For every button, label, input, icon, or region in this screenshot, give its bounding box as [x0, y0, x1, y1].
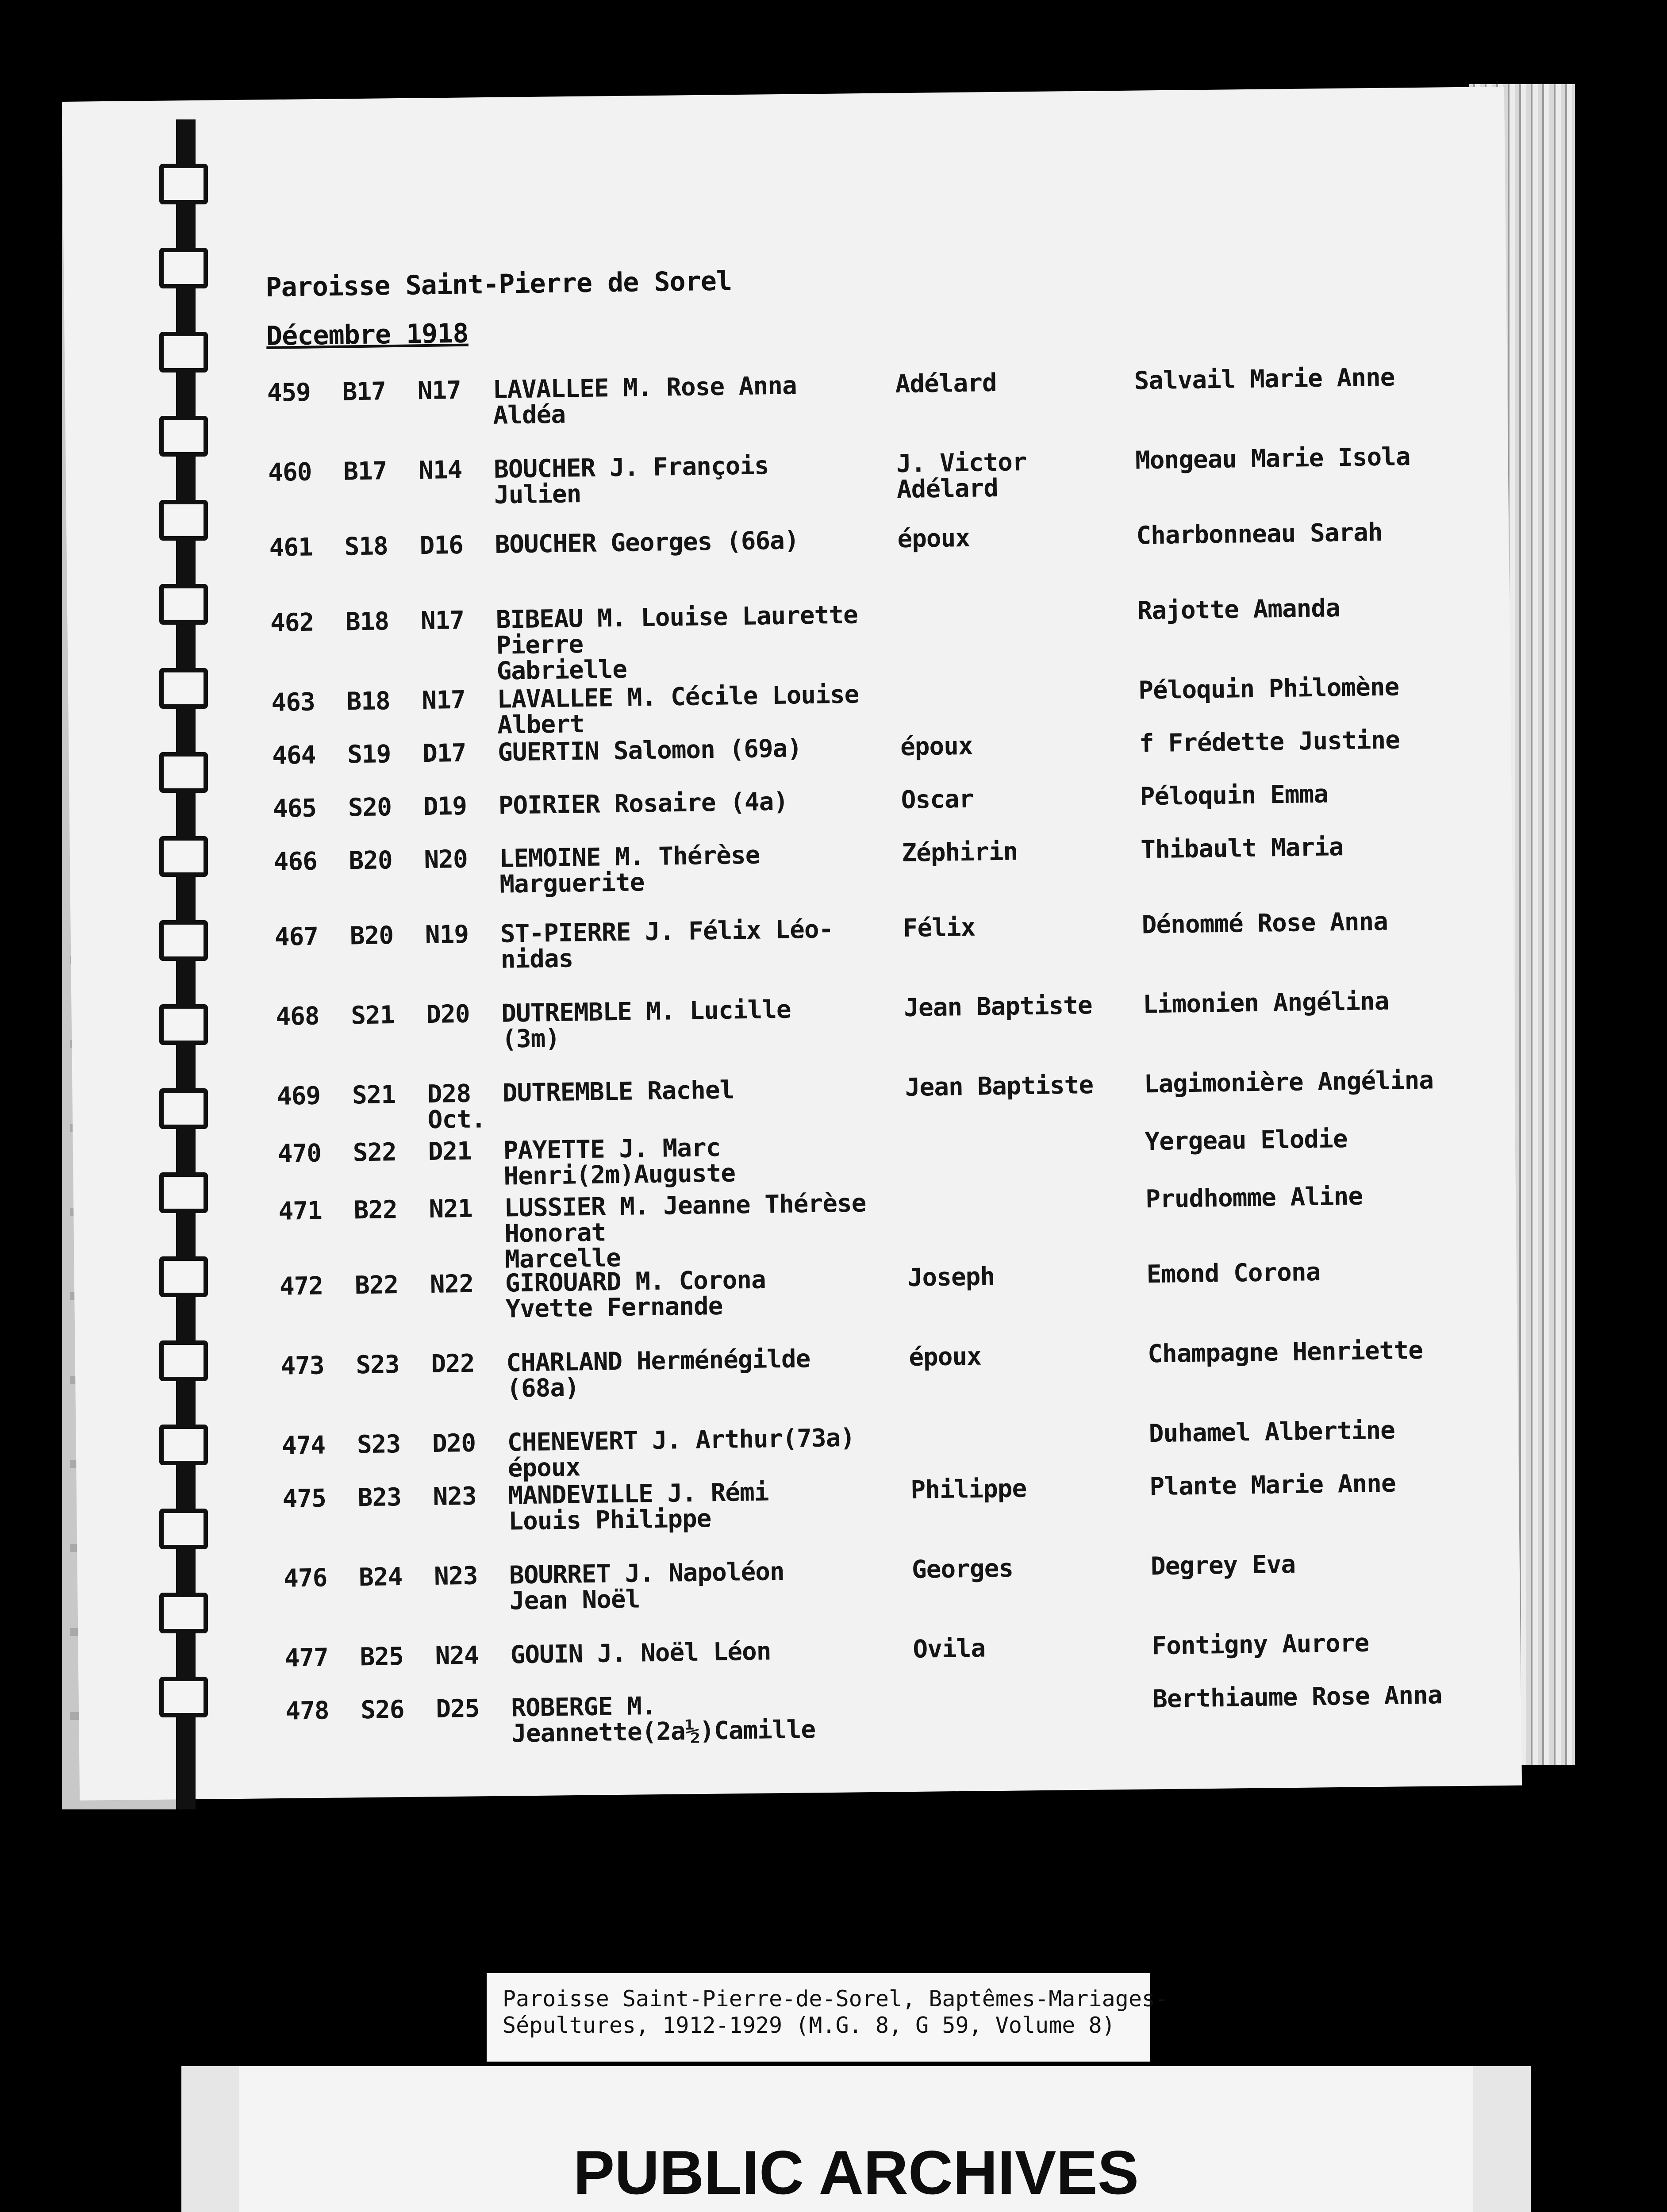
entry-mother: Lagimonière Angélina — [1144, 1066, 1434, 1099]
binding-ring — [159, 164, 208, 204]
entry-date-code: D20 — [432, 1429, 476, 1458]
entry-act-code: B22 — [354, 1271, 399, 1300]
entry-name: DUTREMBLE M. Lucille (3m) — [501, 995, 791, 1054]
entry-name: GIROUARD M. Corona Yvette Fernande — [505, 1265, 766, 1324]
binding-spine — [176, 119, 196, 1809]
binding-ring — [159, 1004, 208, 1045]
binding-ring — [159, 1256, 208, 1297]
entry-name: LEMOINE M. Thérèse Marguerite — [499, 841, 760, 899]
binding-ring — [159, 416, 208, 457]
month-title: Décembre 1918 — [266, 318, 469, 352]
binding-ring — [159, 1677, 208, 1717]
entry-name: CHARLAND Herménégilde (68a) — [506, 1344, 810, 1403]
register-entry — [274, 907, 1469, 974]
entry-father: époux — [897, 523, 970, 554]
entry-act-code: B22 — [353, 1195, 398, 1225]
archives-title-en: PUBLIC ARCHIVES — [573, 2138, 1139, 2207]
entry-father: Jean Baptiste — [903, 991, 1093, 1023]
binding-ring — [159, 1172, 208, 1213]
entry-date-code: D20 — [426, 999, 470, 1029]
entry-name: BOUCHER J. François Julien — [493, 451, 769, 510]
register-entry — [273, 780, 1467, 823]
entry-name: BIBEAU M. Louise Laurette Pierre Gabrielle — [495, 600, 858, 686]
entry-number: 469 — [277, 1081, 321, 1111]
register-content — [265, 257, 1481, 1778]
entry-act-code: S21 — [352, 1080, 396, 1110]
entry-father: Oscar — [901, 784, 974, 815]
entry-number: 472 — [279, 1271, 323, 1301]
entry-mother: Péloquin Emma — [1140, 780, 1329, 811]
entry-date-code: N17 — [417, 376, 461, 406]
entry-father: époux — [900, 731, 973, 762]
entry-date-code: N20 — [424, 845, 468, 875]
entry-number: 462 — [270, 608, 314, 637]
entry-father: Félix — [903, 913, 976, 943]
entry-date-code: N17 — [422, 685, 466, 715]
register-entry — [281, 1416, 1476, 1483]
entry-act-code: S18 — [344, 532, 388, 561]
label-line: Paroisse Saint-Pierre-de-Sorel, Baptêmes-Mariages- — [503, 1986, 1169, 2012]
entry-mother: Thibault Maria — [1140, 833, 1344, 864]
entry-date-code: D21 — [428, 1137, 472, 1167]
entry-date-code: D28 Oct. — [427, 1079, 486, 1135]
register-entry — [270, 594, 1465, 686]
entry-name: LUSSIER M. Jeanne Thérèse Honorat Marcelle — [504, 1189, 866, 1274]
parish-title: Paroisse Saint-Pierre de Sorel — [265, 265, 732, 303]
entry-mother: Mongeau Marie Isola — [1135, 442, 1411, 475]
entry-father: Philippe — [910, 1474, 1027, 1505]
entry-number: 465 — [273, 794, 317, 823]
entry-number: 476 — [283, 1563, 327, 1593]
entry-mother: Degrey Eva — [1150, 1550, 1296, 1581]
register-entry — [284, 1628, 1479, 1673]
entry-number: 474 — [281, 1431, 326, 1460]
entry-mother: Prudhomme Aline — [1145, 1182, 1363, 1214]
entry-date-code: N14 — [418, 455, 462, 485]
entry-act-code: B23 — [357, 1482, 402, 1513]
binding-ring — [159, 500, 208, 541]
entry-number: 464 — [272, 741, 316, 770]
entry-name: POIRIER Rosaire (4a) — [498, 787, 788, 820]
entry-father — [906, 1129, 1153, 1133]
archives-panel — [239, 2066, 1473, 2212]
entry-father: Ovila — [913, 1634, 986, 1664]
entry-act-code: S21 — [350, 1001, 395, 1030]
entry-act-code: B25 — [360, 1642, 404, 1672]
entry-number: 467 — [274, 922, 319, 952]
microfilm-label — [487, 1973, 1169, 2062]
binding-ring — [159, 920, 208, 961]
entry-name: DUTREMBLE Rachel — [502, 1075, 734, 1108]
register-entry — [275, 987, 1470, 1054]
register-entry — [267, 363, 1461, 430]
entry-act-code: B18 — [345, 607, 389, 637]
binding-ring — [159, 1509, 208, 1549]
register-entry — [283, 1549, 1478, 1616]
entry-act-code: B17 — [342, 377, 386, 407]
entry-mother: Dénommé Rose Anna — [1141, 907, 1388, 940]
binding-ring — [159, 248, 208, 288]
entry-father: J. Victor Adélard — [896, 448, 1027, 504]
entry-mother: f Frédette Justine — [1139, 726, 1400, 758]
entry-number: 459 — [267, 378, 311, 407]
binding-ring — [159, 1593, 208, 1633]
entry-father: Zéphirin — [901, 837, 1018, 868]
entry-date-code: N21 — [429, 1194, 473, 1224]
entry-date-code: N17 — [420, 606, 465, 636]
register-entry — [269, 518, 1463, 562]
entry-father — [899, 678, 1147, 681]
entry-father — [898, 598, 1146, 602]
entry-father: époux — [908, 1342, 982, 1372]
label-line: Sépultures, 1912-1929 (M.G. 8, G 59, Volume 8) — [503, 2012, 1115, 2038]
entry-number: 471 — [278, 1196, 323, 1226]
entry-date-code: N23 — [433, 1482, 477, 1511]
entry-number: 461 — [269, 533, 313, 562]
entry-date-code: N23 — [434, 1561, 478, 1591]
binding-ring — [159, 332, 208, 373]
entry-date-code: N22 — [430, 1269, 474, 1299]
entry-name: BOURRET J. Napoléon Jean Noël — [509, 1557, 785, 1616]
entry-number: 470 — [277, 1139, 322, 1168]
entry-act-code: B17 — [343, 457, 387, 486]
entry-number: 477 — [284, 1643, 329, 1673]
entry-mother: Charbonneau Sarah — [1136, 518, 1383, 550]
entry-mother: Berthiaume Rose Anna — [1152, 1681, 1442, 1714]
binding-ring — [159, 1425, 208, 1465]
entry-mother: Limonien Angélina — [1142, 987, 1389, 1019]
entry-act-code: B20 — [350, 921, 394, 951]
entry-mother: Salvail Marie Anne — [1134, 363, 1395, 396]
entry-number: 475 — [282, 1484, 326, 1513]
entry-act-code: S23 — [355, 1350, 400, 1380]
entry-act-code: B20 — [349, 846, 393, 876]
entry-mother: Fontigny Aurore — [1152, 1628, 1369, 1661]
entry-number: 468 — [275, 1002, 320, 1031]
entry-name: LAVALLEE M. Cécile Louise Albert — [497, 680, 859, 740]
entry-act-code: S20 — [348, 793, 392, 822]
entry-name: GUERTIN Salomon (69a) — [497, 734, 802, 767]
entry-father: Adélard — [895, 368, 997, 399]
entry-number: 466 — [273, 847, 318, 876]
entry-name: ST-PIERRE J. Félix Léo- nidas — [500, 915, 834, 974]
entry-name: BOUCHER Georges (66a) — [495, 526, 799, 559]
entry-name: MANDEVILLE J. Rémi Louis Philippe — [508, 1478, 769, 1536]
entry-number: 460 — [268, 457, 312, 487]
entry-mother: Duhamel Albertine — [1148, 1416, 1395, 1448]
entry-number: 473 — [280, 1351, 325, 1381]
entry-mother: Yergeau Elodie — [1145, 1125, 1348, 1156]
entry-mother: Rajotte Amanda — [1137, 594, 1341, 626]
archives-stamp — [181, 2066, 1531, 2212]
entry-name: PAYETTE J. Marc Henri(2m)Auguste — [503, 1133, 736, 1191]
entry-act-code: S23 — [357, 1430, 401, 1459]
entry-father — [914, 1686, 1161, 1690]
register-entry — [277, 1066, 1471, 1135]
register-entry — [273, 833, 1468, 899]
entry-date-code: D17 — [422, 738, 466, 768]
entry-father: Jean Baptiste — [905, 1071, 1094, 1102]
entry-father: Georges — [911, 1554, 1014, 1584]
entry-number: 478 — [285, 1696, 329, 1726]
entry-father: Joseph — [907, 1262, 995, 1292]
entry-date-code: D16 — [419, 530, 464, 561]
entry-name: LAVALLEE M. Rose Anna Aldéa — [492, 371, 797, 430]
entry-mother: Péloquin Philomène — [1138, 672, 1399, 705]
entry-act-code: S22 — [353, 1138, 397, 1167]
entry-number: 463 — [271, 687, 315, 717]
entry-act-code: B24 — [358, 1562, 403, 1592]
binding-ring — [159, 836, 208, 877]
entry-act-code: B18 — [346, 687, 391, 716]
entry-date-code: D22 — [430, 1349, 475, 1379]
entry-date-code: D19 — [423, 791, 467, 822]
entry-mother: Emond Corona — [1146, 1257, 1321, 1289]
entry-name: ROBERGE M. Jeannette(2a½)Camille — [511, 1691, 816, 1748]
binding-ring — [159, 1088, 208, 1129]
register-entry — [268, 442, 1463, 510]
binding-ring — [159, 668, 208, 709]
entry-mother: Plante Marie Anne — [1149, 1469, 1396, 1502]
entry-father — [906, 1187, 1154, 1190]
entry-date-code: N19 — [425, 920, 469, 950]
entry-date-code: N24 — [435, 1641, 479, 1671]
entry-act-code: S19 — [347, 740, 391, 769]
binding-ring — [159, 752, 208, 793]
binding-ring — [159, 584, 208, 625]
entry-father — [910, 1421, 1157, 1425]
entry-date-code: D25 — [435, 1694, 480, 1724]
entry-mother: Champagne Henriette — [1147, 1336, 1423, 1369]
entry-act-code: S26 — [360, 1695, 404, 1725]
register-entry — [280, 1336, 1475, 1403]
entry-name: GOUIN J. Noël Léon — [510, 1637, 771, 1670]
entry-name: CHENEVERT J. Arthur(73a) époux — [507, 1423, 855, 1483]
binding-ring — [159, 1340, 208, 1381]
register-entry — [285, 1681, 1480, 1748]
